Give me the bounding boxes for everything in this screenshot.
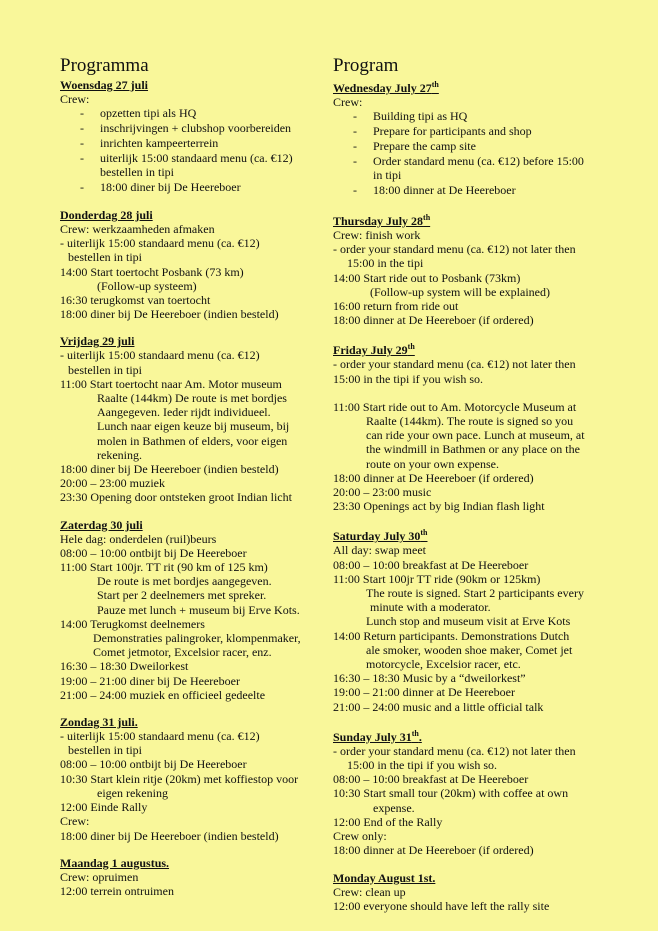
day-heading: Friday July 29th (333, 342, 415, 358)
schedule-line: Start per 2 deelnemers met spreker. (97, 588, 267, 603)
schedule-line: 16:00 return from ride out (333, 299, 459, 313)
schedule-line: 14:00 Return participants. Demonstrations Dutch (333, 628, 570, 643)
schedule-line: expense. (373, 800, 415, 815)
schedule-line: 08:00 – 10:00 ontbijt bij De Heereboer (60, 545, 247, 560)
list-item: - inschrijvingen + clubshop voorbereiden (80, 121, 292, 135)
day-heading: Saturday July 30th (333, 528, 428, 544)
schedule-line: 12:00 Einde Rally (60, 800, 148, 815)
list-item: - uiterlijk 15:00 standaard menu (ca. €12) bestellen in tipi (80, 150, 293, 180)
day-heading: Sunday July 31th. (333, 728, 422, 744)
nl-thursday (60, 208, 315, 321)
schedule-line: 16:30 – 18:30 Dweilorkest (60, 659, 189, 674)
schedule-line: 11:00 Start 100jr TT ride (90km or 125km) (333, 571, 541, 586)
english-column (333, 54, 628, 926)
schedule-line: 12:00 End of the Rally (333, 814, 443, 829)
schedule-line: 11:00 Start 100jr. TT rit (90 km of 125 km) (60, 560, 268, 575)
en-saturday (333, 526, 628, 713)
schedule-line: 14:00 Start toertocht Posbank (73 km) (60, 264, 244, 279)
nl-wednesday (60, 78, 315, 195)
schedule-line: 18:00 dinner at De Heereboer (if ordered) (333, 470, 534, 485)
schedule-line: 10:30 Start klein ritje (20km) met koffiestop voor (60, 771, 299, 786)
schedule-line: Crew only: (333, 829, 387, 844)
list-item: - 18:00 dinner at De Heereboer (353, 183, 516, 198)
schedule-line: Crew: (60, 814, 90, 829)
schedule-line: 08:00 – 10:00 breakfast at De Heereboer (333, 772, 529, 787)
list-item: - Prepare the camp site (353, 138, 476, 153)
schedule-line: Demonstraties palingroker, klompenmaker, (93, 631, 301, 646)
nl-sunday (60, 715, 315, 843)
schedule-line: 15:00 in the tipi (347, 256, 424, 271)
schedule-line: The route is signed. Start 2 participants every (366, 586, 584, 601)
schedule-line: Lunch stop and museum visit at Erve Kots (366, 614, 571, 629)
day-heading: Wednesday July 27th (333, 80, 439, 95)
schedule-line: 18:00 dinner at De Heereboer (if ordered) (333, 313, 534, 328)
schedule-line: rekening. (97, 447, 142, 462)
en-thursday (333, 211, 628, 327)
task-list (60, 106, 315, 195)
schedule-line: ale smoker, wooden shoe maker, Comet jet (366, 642, 573, 657)
schedule-line: 23:30 Opening door ontsteken groot Indian licht (60, 490, 292, 505)
schedule-line: 20:00 – 23:00 muziek (60, 476, 165, 491)
schedule-line: Crew: opruimen (60, 869, 139, 884)
schedule-line: - uiterlijk 15:00 standaard menu (ca. €12) (60, 348, 260, 363)
english-title: Program (333, 55, 399, 76)
schedule-line: 08:00 – 10:00 breakfast at De Heereboer (333, 557, 529, 572)
list-item: - opzetten tipi als HQ (80, 106, 197, 121)
crew-label: Crew: (333, 95, 363, 109)
schedule-line: (Follow-up system will be explained) (370, 284, 550, 299)
schedule-line: - order your standard menu (ca. €12) not later then (333, 743, 576, 758)
list-item: - Prepare for participants and shop (353, 124, 532, 138)
schedule-line: Lunch naar eigen keuze bij museum, bij (97, 419, 290, 434)
schedule-line: Hele dag: onderdelen (ruil)beurs (60, 531, 217, 546)
schedule-line: All day: swap meet (333, 543, 426, 558)
schedule-line: 11:00 Start ride out to Am. Motorcycle Museum at (333, 399, 577, 414)
schedule-line: 21:00 – 24:00 music and a little official talk (333, 699, 544, 714)
list-item: - Building tipi as HQ (353, 109, 468, 124)
list-item: - inrichten kampeerterrein (80, 135, 219, 150)
schedule-line: Pauze met lunch + museum bij Erve Kots. (97, 602, 300, 617)
schedule-line: 20:00 – 23:00 music (333, 485, 432, 500)
day-heading: Zaterdag 30 juli (60, 517, 143, 532)
schedule-line: 08:00 – 10:00 ontbijt bij De Heereboer (60, 757, 247, 772)
spacer (333, 386, 628, 400)
schedule-line: De route is met bordjes aangegeven. (97, 574, 272, 589)
schedule-line: motorcycle, Excelsior racer, etc. (366, 657, 521, 672)
schedule-line: bestellen in tipi (68, 362, 142, 377)
schedule-line: can ride your own pace. Lunch at museum, at (366, 428, 585, 443)
schedule-line: 12:00 everyone should have left the rally site (333, 898, 550, 913)
nl-friday (60, 334, 315, 504)
schedule-line: 18:00 diner bij De Heereboer (indien besteld) (60, 462, 279, 477)
schedule-line: Comet jetmotor, Excelsior racer, enz. (93, 645, 272, 660)
day-heading: Thursday July 28th (333, 212, 431, 228)
day-heading: Zondag 31 juli. (60, 715, 138, 730)
schedule-line: 10:30 Start small tour (20km) with coffee at own (333, 786, 569, 801)
schedule-line: eigen rekening (97, 785, 168, 800)
dutch-column (60, 54, 315, 911)
schedule-line: 15:00 in the tipi if you wish so. (347, 758, 497, 773)
day-heading: Maandag 1 augustus. (60, 855, 170, 870)
schedule-line: bestellen in tipi (68, 743, 142, 758)
schedule-line: Crew: clean up (333, 884, 406, 899)
schedule-line: minute with a moderator. (370, 600, 491, 615)
schedule-line: molen in Bathmen of elders, voor eigen (97, 433, 288, 448)
schedule-line: Aangegeven. Ieder rijdt individueel. (97, 405, 271, 420)
schedule-line: 19:00 – 21:00 diner bij De Heereboer (60, 673, 240, 688)
schedule-line: 14:00 Terugkomst deelnemers (60, 616, 205, 631)
schedule-line: the windmill in Bathmen or any place on the (366, 442, 580, 457)
schedule-line: bestellen in tipi (68, 250, 142, 265)
schedule-line: - uiterlijk 15:00 standaard menu (ca. €12) (60, 236, 260, 251)
schedule-line: route on your own expense. (366, 456, 499, 471)
schedule-line: Crew: finish work (333, 227, 421, 242)
crew-label: Crew: (60, 92, 90, 106)
en-wednesday (333, 78, 628, 198)
nl-saturday (60, 518, 315, 702)
en-sunday (333, 727, 628, 858)
schedule-line: 23:30 Openings act by big Indian flash light (333, 499, 545, 514)
schedule-line: 15:00 in the tipi if you wish so. (333, 371, 483, 386)
schedule-line: - order your standard menu (ca. €12) not later then (333, 242, 576, 257)
schedule-line: 18:00 dinner at De Heereboer (if ordered) (333, 843, 534, 858)
day-heading: Vrijdag 29 juli (60, 334, 135, 349)
day-heading: Monday August 1st. (333, 870, 436, 885)
schedule-line: 11:00 Start toertocht naar Am. Motor museum (60, 376, 282, 391)
schedule-line: - uiterlijk 15:00 standaard menu (ca. €12) (60, 729, 260, 744)
schedule-line: 18:00 diner bij De Heereboer (indien besteld) (60, 307, 279, 322)
schedule-line: - order your standard menu (ca. €12) not later then (333, 357, 576, 372)
schedule-line: (Follow-up systeem) (97, 278, 197, 293)
dutch-title: Programma (60, 55, 149, 76)
en-monday (333, 871, 628, 913)
list-item: - Order standard menu (ca. €12) before 15:00 in tipi (353, 153, 584, 183)
schedule-line: 19:00 – 21:00 dinner at De Heereboer (333, 685, 515, 700)
schedule-line: 12:00 terrein ontruimen (60, 883, 174, 898)
list-item: - 18:00 diner bij De Heereboer (80, 180, 241, 195)
day-heading: Donderdag 28 juli (60, 207, 153, 222)
en-friday (333, 340, 628, 513)
day-heading: Woensdag 27 juli (60, 78, 149, 92)
schedule-line: Raalte (144km) De route is met bordjes (97, 391, 287, 406)
task-list (333, 109, 628, 198)
nl-monday (60, 856, 315, 898)
schedule-line: 14:00 Start ride out to Posbank (73km) (333, 270, 521, 285)
schedule-line: 21:00 – 24:00 muziek en officieel gedeelte (60, 687, 266, 702)
schedule-line: 16:30 – 18:30 Music by a “dweilorkest” (333, 671, 526, 686)
schedule-line: Raalte (144km). The route is signed so you (366, 414, 574, 429)
schedule-line: 18:00 diner bij De Heereboer (indien besteld) (60, 828, 279, 843)
schedule-line: 16:30 terugkomst van toertocht (60, 293, 211, 307)
schedule-line: Crew: werkzaamheden afmaken (60, 221, 215, 236)
